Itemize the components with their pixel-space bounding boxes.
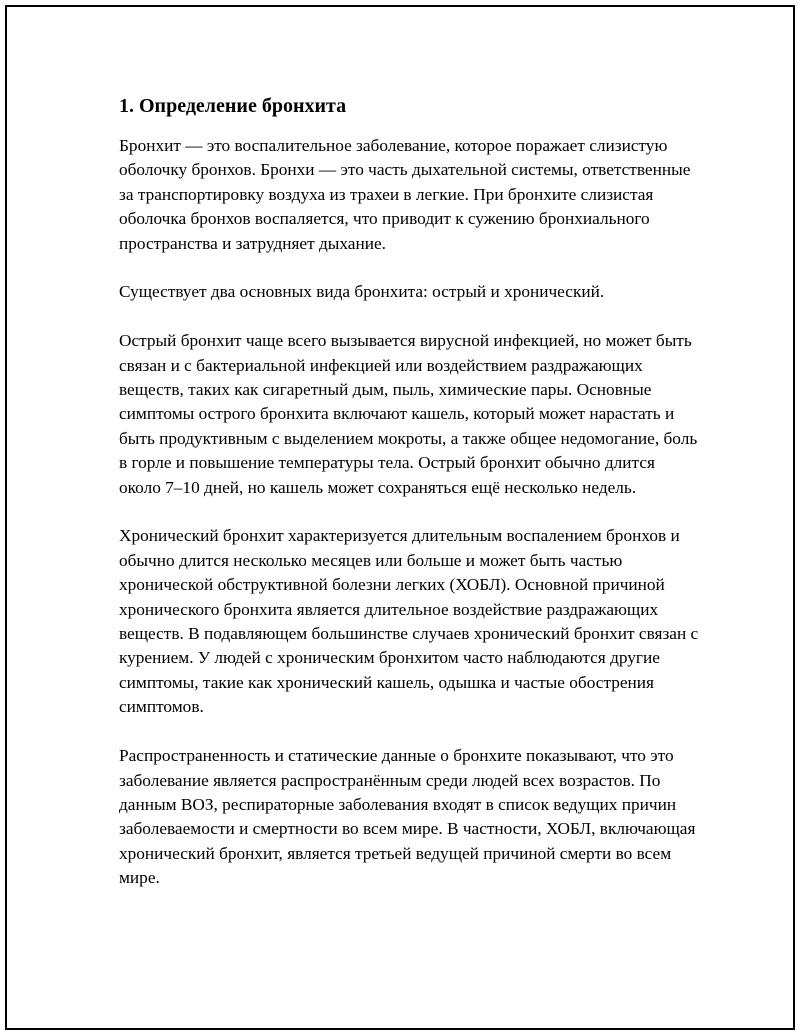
paragraph-acute: Острый бронхит чаще всего вызывается вирусной инфекцией, но может быть связан и с бактериальной инфекцией или воздействием раздражающих веществ, таких как сигаретный дым, пыль, химические пары. Основные симптомы острого бронхита включают кашель, который может нарастать и быть продуктивным с выделением мокроты, а также общее недомогание, боль в горле и повышение температуры тела. Острый бронхит обычно длится около 7–10 дней, но кашель может сохраняться ещё несколько недель. [119, 331, 698, 497]
paragraph-prevalence: Распространенность и статические данные о бронхите показывают, что это заболевание является распространённым среди людей всех возрастов. По данным ВОЗ, респираторные заболевания входят в список ведущих причин заболеваемости и смертности во всем мире. В частности, ХОБЛ, включающая хронический бронхит, является третьей ведущей причиной смерти во всем мире. [119, 746, 696, 888]
document-body [119, 92, 699, 915]
paragraph-definition: Бронхит — это воспалительное заболевание, которое поражает слизистую оболочку бронхов. Бронхи — это часть дыхательной системы, ответственные за транспортировку воздуха из трахеи в легкие. При бронхите слизистая оболочка бронхов воспаляется, что приводит к сужению бронхиального пространства и затрудняет дыхание. [119, 136, 691, 253]
section-heading: 1. Определение бронхита [119, 95, 347, 117]
paragraph-types: Существует два основных вида бронхита: острый и хронический. [119, 282, 605, 302]
paragraph-chronic: Хронический бронхит характеризуется длительным воспалением бронхов и обычно длится несколько месяцев или больше и может быть частью хронической обструктивной болезни легких (ХОБЛ). Основной причиной хронического бронхита является длительное воздействие раздражающих веществ. В подавляющем большинстве случаев хронический бронхит связан с курением. У людей с хроническим бронхитом часто наблюдаются другие симптомы, такие как хронический кашель, одышка и частые обострения симптомов. [119, 526, 699, 717]
